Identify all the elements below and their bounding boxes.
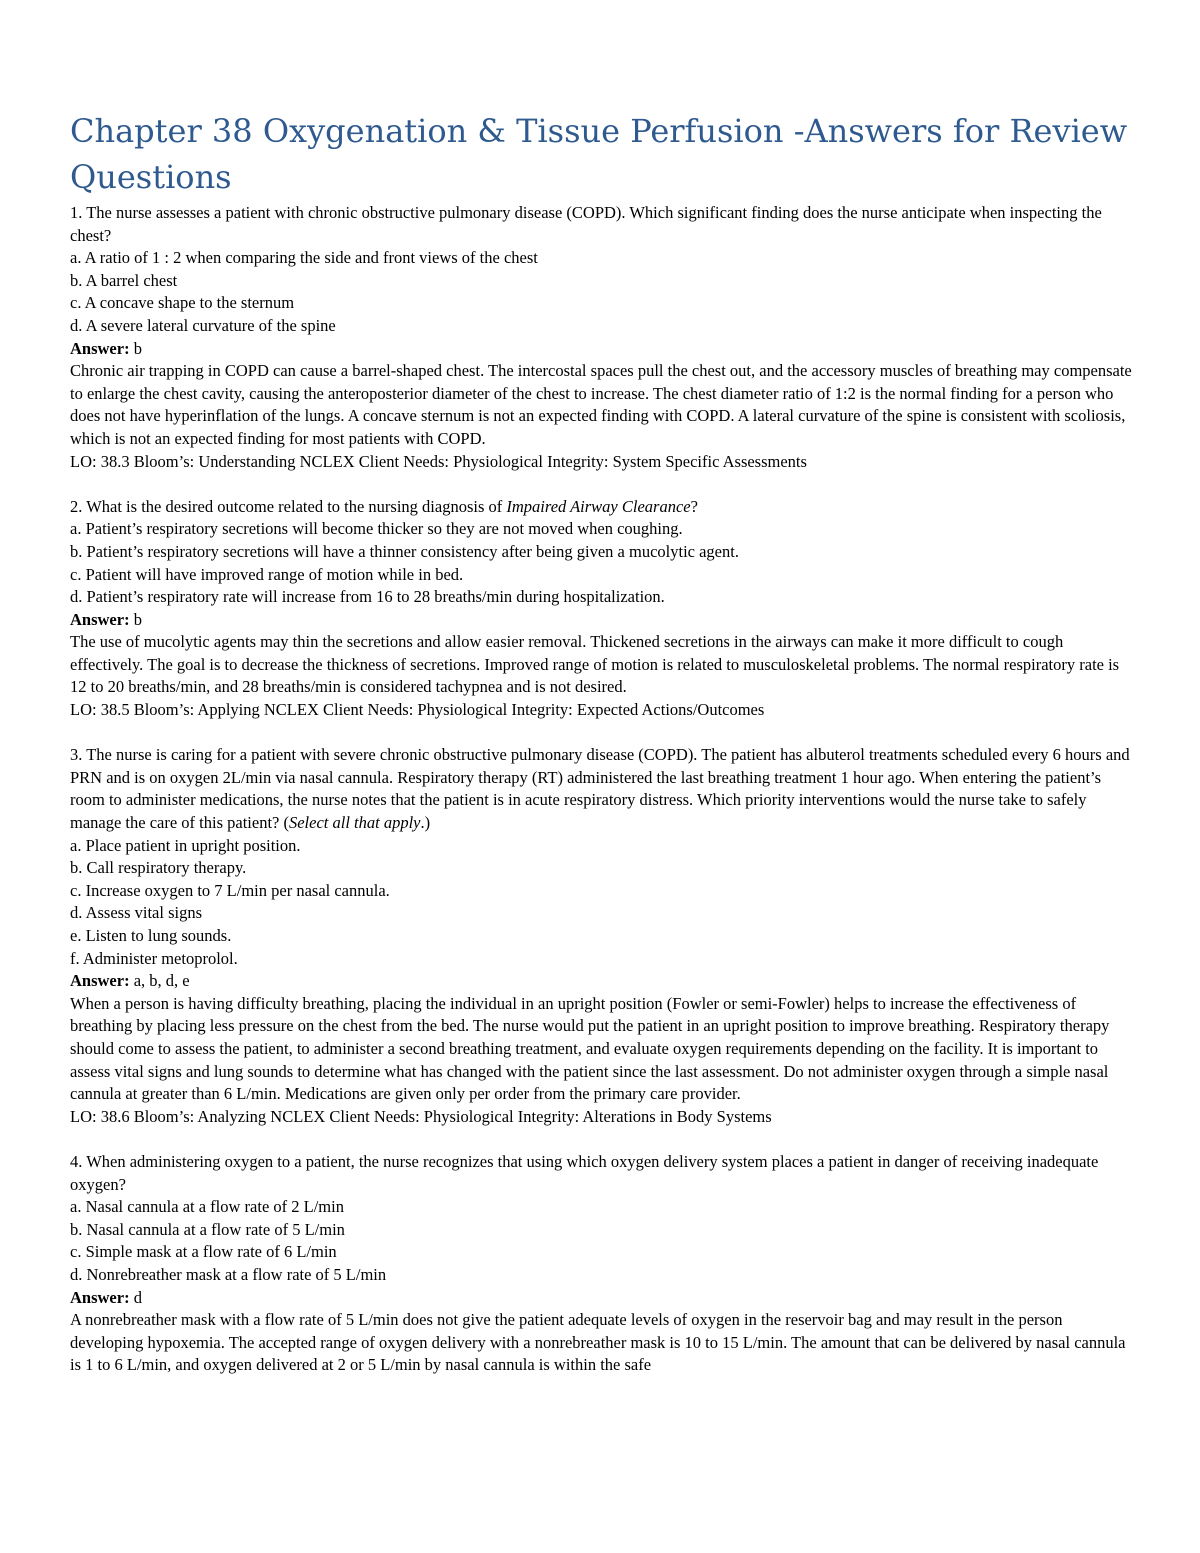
option-f: f. Administer metoprolol. (70, 948, 238, 968)
answer-label: Answer: (70, 1287, 130, 1307)
page-title: Chapter 38 Oxygenation & Tissue Perfusion -Answers for Review Questions (70, 112, 1128, 196)
option-a: a. A ratio of 1 : 2 when comparing the side and front views of the chest (70, 248, 538, 268)
learning-objective: LO: 38.6 Bloom’s: Analyzing NCLEX Client Needs: Physiological Integrity: Alterations in Body Systems (70, 1106, 772, 1126)
learning-objective: LO: 38.5 Bloom’s: Applying NCLEX Client Needs: Physiological Integrity: Expected Actions/Outcomes (70, 700, 765, 720)
question-stem: 4. When administering oxygen to a patient, the nurse recognizes that using which oxygen delivery system places a patient in danger of receiving inadequate oxygen? (70, 1151, 1099, 1194)
rationale: Chronic air trapping in COPD can cause a barrel-shaped chest. The intercostal spaces pull the chest out, and the accessory muscles of breathing may compensate to enlarge the chest cavity, causing the anteroposterior diameter of the chest to increase. The chest diameter ratio of 1:2 is the normal finding for a person who does not have hyperinflation of the lungs. A concave sternum is not an expected finding with COPD. A lateral curvature of the spine is consistent with scoliosis, which is not an expected finding for most patients with COPD. (70, 361, 1132, 448)
answer-value: d (129, 1287, 142, 1307)
option-d: d. Assess vital signs (70, 903, 203, 923)
option-a: a. Nasal cannula at a flow rate of 2 L/min (70, 1197, 344, 1217)
option-c: c. A concave shape to the sternum (70, 293, 295, 313)
option-c: c. Increase oxygen to 7 L/min per nasal cannula. (70, 880, 390, 900)
question-4 (70, 1151, 1134, 1377)
answer-line (70, 609, 1134, 632)
option-b: b. Patient’s respiratory secretions will have a thinner consistency after being given a mucolytic agent. (70, 541, 739, 561)
rationale: The use of mucolytic agents may thin the secretions and allow easier removal. Thickened secretions in the airways can make it more difficult to cough effectively. The goal is to decrease the thickness of secretions. Improved range of motion is related to musculoskeletal problems. The normal respiratory rate is 12 to 20 breaths/min, and 28 breaths/min is considered tachypnea and is not desired. (70, 632, 1120, 697)
option-c: c. Simple mask at a flow rate of 6 L/min (70, 1242, 337, 1262)
question-1 (70, 202, 1134, 473)
answer-line (70, 338, 1134, 361)
learning-objective: LO: 38.3 Bloom’s: Understanding NCLEX Client Needs: Physiological Integrity: System Specific Assessments (70, 451, 807, 471)
option-a: a. Patient’s respiratory secretions will become thicker so they are not moved when coughing. (70, 519, 683, 539)
option-e: e. Listen to lung sounds. (70, 926, 232, 945)
option-b: b. Call respiratory therapy. (70, 858, 247, 878)
option-b: b. Nasal cannula at a flow rate of 5 L/min (70, 1219, 345, 1239)
option-c: c. Patient will have improved range of motion while in bed. (70, 564, 464, 584)
stem-text: 3. The nurse is caring for a patient with severe chronic obstructive pulmonary disease (COPD). The patient has albuterol treatments scheduled every 6 hours and PRN and is on oxygen 2L/min via nasal cannula. Respiratory therapy (RT) administered the last breathing treatment 1 hour ago. When entering the patient’s room to administer medications, the nurse notes that the patient is in acute respiratory distress. Which priority interventions would the nurse take to safely manage the care of this patient? ( (70, 745, 1130, 833)
option-d: d. Nonrebreather mask at a flow rate of 5 L/min (70, 1264, 387, 1284)
stem-italic: Impaired Airway Clearance (506, 496, 691, 516)
stem-italic: Select all that apply (288, 813, 421, 833)
option-a: a. Place patient in upright position. (70, 835, 301, 855)
answer-line (70, 1287, 1134, 1310)
stem-text: 2. What is the desired outcome related to the nursing diagnosis of (70, 496, 507, 516)
rationale: When a person is having difficulty breathing, placing the individual in an upright position (Fowler or semi-Fowler) helps to increase the effectiveness of breathing by placing less pressure on the chest from the bed. The nurse would put the patient in an upright position to improve breathing. Respiratory therapy should come to assess the patient, to administer a second breathing treatment, and evaluate oxygen requirements depending on the facility. It is important to assess vital signs and lung sounds to determine what has changed with the patient since the last assessment. Do not administer oxygen through a simple nasal cannula at greater than 6 L/min. Medications are given only per order from the primary care provider. (70, 993, 1110, 1104)
answer-value: b (129, 609, 142, 629)
document-page (70, 108, 1134, 1377)
answer-line (70, 970, 1134, 993)
stem-text-end: ? (690, 496, 698, 516)
question-2 (70, 496, 1134, 722)
question-stem (70, 744, 1134, 834)
answer-value: b (129, 338, 142, 358)
answer-label: Answer: (70, 338, 130, 358)
answer-value: a, b, d, e (129, 971, 190, 991)
question-stem: 1. The nurse assesses a patient with chronic obstructive pulmonary disease (COPD). Which significant finding does the nurse anticipate when inspecting the chest? (70, 203, 1102, 245)
option-b: b. A barrel chest (70, 270, 178, 290)
rationale: A nonrebreather mask with a flow rate of 5 L/min does not give the patient adequate levels of oxygen in the reservoir bag and may result in the person developing hypoxemia. The accepted range of oxygen delivery with a nonrebreather mask is 10 to 15 L/min. The amount that can be delivered by nasal cannula is 1 to 6 L/min, and oxygen delivered at 2 or 5 L/min by nasal cannula is within the safe (70, 1310, 1126, 1375)
question-3 (70, 744, 1134, 1128)
answer-label: Answer: (70, 971, 130, 991)
option-d: d. Patient’s respiratory rate will increase from 16 to 28 breaths/min during hospitalization. (70, 587, 665, 607)
stem-text-end: .) (420, 813, 431, 833)
option-d: d. A severe lateral curvature of the spine (70, 315, 336, 335)
question-stem (70, 496, 1134, 519)
answer-label: Answer: (70, 609, 130, 629)
